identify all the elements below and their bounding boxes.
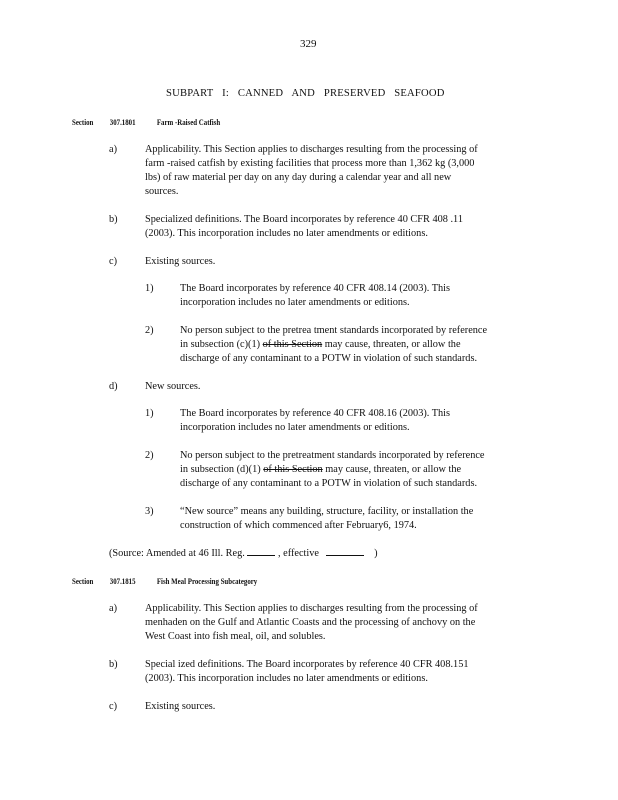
paragraph-line: in subsection (d)(1) of this Section may cause, threaten, or allow the (180, 463, 462, 475)
paragraph-line: menhaden on the Gulf and Atlantic Coasts and the processing of anchovy on the (145, 616, 476, 628)
paragraph-line: Special ized definitions. The Board incorporates by reference 40 CFR 408.151 (145, 659, 469, 670)
page-number: 329 (300, 38, 317, 50)
paragraph-line: Applicability. This Section applies to discharges resulting from the processing of (145, 603, 478, 614)
source-suffix: ) (374, 548, 378, 559)
blank-line (326, 546, 364, 556)
section-number: 307.1815 (109, 577, 136, 586)
subparagraph-marker: 2) (145, 325, 154, 336)
struck-text: of this Section (262, 338, 323, 350)
paragraph-line: discharge of any contaminant to a POTW in violation of such standards. (180, 477, 478, 489)
paragraph-line: incorporation includes no later amendments or editions. (180, 296, 410, 308)
paragraph-marker: d) (109, 381, 118, 392)
paragraph-line: No person subject to the pretreatment standards incorporated by reference (180, 450, 485, 461)
section-label: Section (72, 118, 94, 127)
paragraph-line: (2003). This incorporation includes no later amendments or editions. (145, 227, 428, 239)
paragraph-line: lbs) of raw material per day on any day during a calendar year and all new (145, 171, 452, 183)
subpart-title: SUBPART I: CANNED AND PRESERVED SEAFOOD (166, 88, 445, 99)
paragraph-marker: c) (109, 701, 117, 712)
paragraph-line: construction of which commenced after February6, 1974. (180, 519, 417, 531)
paragraph-line: in subsection (c)(1) of this Section may cause, threaten, or allow the (180, 338, 461, 350)
paragraph-line: No person subject to the pretrea tment standards incorporated by reference (180, 325, 488, 336)
paragraph-line: Specialized definitions. The Board incorporates by reference 40 CFR 408 .11 (145, 214, 463, 225)
source-note (109, 546, 378, 561)
paragraph-marker: a) (109, 603, 117, 614)
source-prefix: (Source: Amended at 46 Ill. Reg. (109, 548, 245, 559)
paragraph-line: West Coast into fish meal, oil, and solubles. (145, 630, 326, 642)
section-number: 307.1801 (109, 118, 136, 127)
paragraph-line: Applicability. This Section applies to discharges resulting from the processing of (145, 144, 478, 155)
paragraph-marker: a) (109, 144, 117, 155)
paragraph-line: discharge of any contaminant to a POTW in violation of such standards. (180, 352, 478, 364)
paragraph-line: The Board incorporates by reference 40 CFR 408.14 (2003). This (180, 283, 451, 294)
subparagraph-marker: 1) (145, 283, 154, 294)
section-heading (72, 577, 257, 586)
section-label: Section (72, 577, 94, 586)
paragraph-marker: c) (109, 256, 117, 267)
paragraph-heading: New sources. (145, 381, 201, 392)
paragraph-heading: Existing sources. (145, 256, 216, 267)
paragraph-heading: Existing sources. (145, 701, 216, 712)
paragraph-marker: b) (109, 214, 118, 225)
paragraph-line: incorporation includes no later amendments or editions. (180, 421, 410, 433)
paragraph-line: sources. (145, 185, 179, 197)
blank-line (247, 546, 275, 556)
section-heading (72, 118, 220, 127)
paragraph-marker: b) (109, 659, 118, 670)
source-middle: , effective (278, 548, 319, 559)
paragraph-line: farm -raised catfish by existing facilities that process more than 1,362 kg (3,000 (145, 157, 475, 169)
struck-text: of this Section (263, 463, 323, 475)
paragraph-line: The Board incorporates by reference 40 CFR 408.16 (2003). This (180, 408, 451, 419)
subparagraph-marker: 2) (145, 450, 154, 461)
section-title: Fish Meal Processing Subcategory (156, 577, 258, 586)
subparagraph-marker: 3) (145, 506, 154, 517)
subparagraph-marker: 1) (145, 408, 154, 419)
paragraph-line: (2003). This incorporation includes no later amendments or editions. (145, 672, 428, 684)
section-title: Farm -Raised Catfish (156, 118, 221, 127)
paragraph-line: “New source” means any building, structure, facility, or installation the (180, 506, 474, 517)
